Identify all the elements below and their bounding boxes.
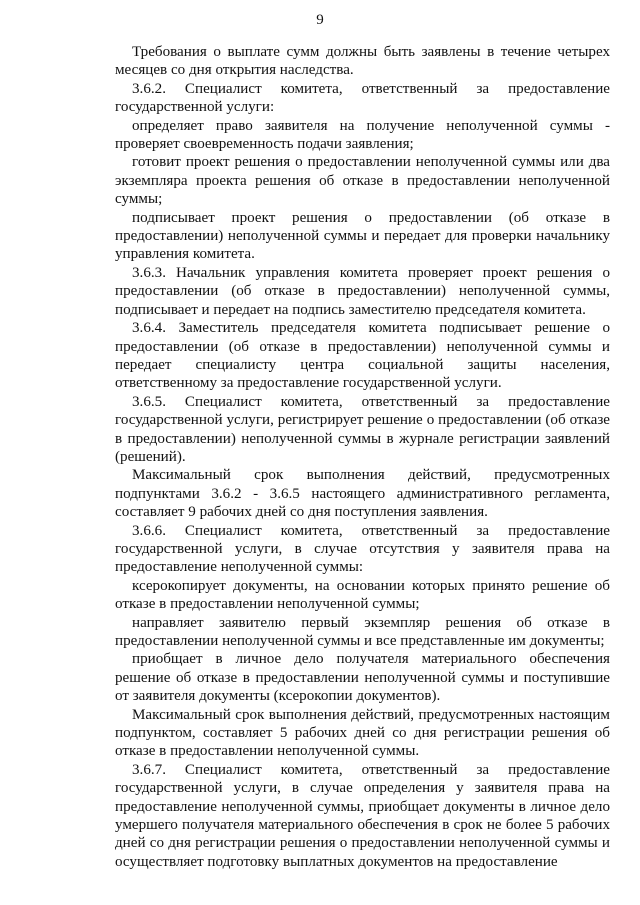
paragraph-signs-draft: подписывает проект решения о предоставлении (об отказе в предоставлении) неполученной суммы и передает для проверки начальнику управления комитета. bbox=[115, 209, 610, 263]
paragraph-3-6-3: 3.6.3. Начальник управления комитета проверяет проект решения о предоставлении (об отказе в предоставлении) неполученной суммы, подписывает и передает на подпись заместителю председателя комитета. bbox=[115, 264, 610, 318]
paragraph-3-6-6: 3.6.6. Специалист комитета, ответственный за предоставление государственной услуги, в случае отсутствия у заявителя права на предоставление неполученной суммы: bbox=[115, 522, 610, 576]
document-body bbox=[115, 43, 610, 871]
paragraph-claims-deadline: Требования о выплате сумм должны быть заявлены в течение четырех месяцев со дня открытия наследства. bbox=[115, 44, 610, 79]
paragraph-max-term-9-days: Максимальный срок выполнения действий, предусмотренных подпунктами 3.6.2 - 3.6.5 настоящего административного регламента, составляет 9 рабочих дней со дня поступления заявления. bbox=[115, 467, 610, 521]
paragraph-prepares-draft: готовит проект решения о предоставлении неполученной суммы или два экземпляра проекта решения об отказе в предоставлении неполученной суммы; bbox=[115, 154, 610, 208]
paragraph-3-6-2: 3.6.2. Специалист комитета, ответственный за предоставление государственной услуги: bbox=[115, 80, 610, 116]
paragraph-determines-right: определяет право заявителя на получение неполученной суммы - проверяет своевременность подачи заявления; bbox=[115, 117, 610, 153]
paragraph-3-6-7: 3.6.7. Специалист комитета, ответственный за предоставление государственной услуги, в случае определения у заявителя права на предоставление неполученной суммы, приобщает документы в личное дело умершего получателя материального обеспечения в срок не более 5 рабочих дней со дня регистрации решения о предоставлении неполученной суммы и осуществляет подготовку выплатных документов на предоставление bbox=[115, 761, 610, 870]
paragraph-3-6-5: 3.6.5. Специалист комитета, ответственный за предоставление государственной услуги, регистрирует решение о предоставлении (об отказе в предоставлении) неполученной суммы в журнале регистрации заявлений (решений). bbox=[115, 393, 610, 465]
paragraph-max-term-5-days: Максимальный срок выполнения действий, предусмотренных настоящим подпунктом, составляет 5 рабочих дней со дня регистрации решения об отказе в предоставлении неполученной суммы. bbox=[115, 706, 610, 760]
paragraph-copies-documents: ксерокопирует документы, на основании которых принято решение об отказе в предоставлении неполученной суммы; bbox=[115, 577, 610, 613]
paragraph-sends-decision: направляет заявителю первый экземпляр решения об отказе в предоставлении неполученной суммы и все представленные им документы; bbox=[115, 614, 610, 649]
paragraph-attaches-to-file: приобщает в личное дело получателя материального обеспечения решение об отказе в предоставлении неполученной суммы и поступившие от заявителя документы (ксерокопии документов). bbox=[115, 651, 610, 705]
page-number: 9 bbox=[316, 12, 324, 28]
paragraph-3-6-4: 3.6.4. Заместитель председателя комитета подписывает решение о предоставлении (об отказе в предоставлении) неполученной суммы и передает специалисту центра социальной защиты населения, ответственному за предоставление государственной услуги. bbox=[115, 320, 610, 392]
